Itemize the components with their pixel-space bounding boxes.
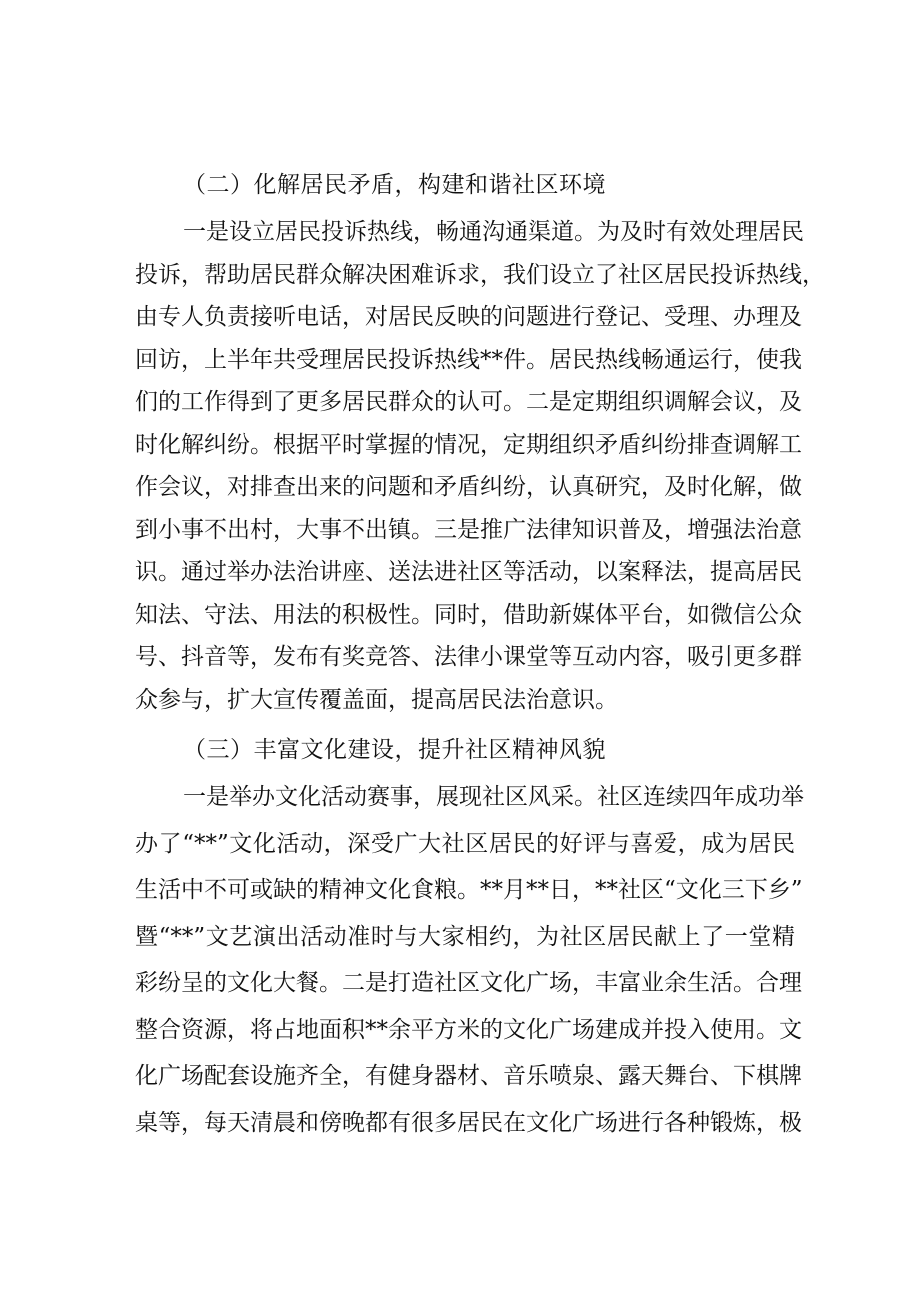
paragraph-line: 整合资源，将占地面积**余平方米的文化广场建成并投入使用。文: [135, 1016, 802, 1043]
paragraph-line: 投诉，帮助居民群众解决困难诉求，我们设立了社区居民投诉热线，: [135, 261, 825, 288]
paragraph-line: 作会议，对排查出来的问题和矛盾纠纷，认真研究，及时化解，做: [135, 474, 802, 500]
paragraph-line: 到小事不出村，大事不出镇。三是推广法律知识普及，增强法治意: [135, 516, 802, 543]
paragraph-line: 办了“**”文化活动，深受广大社区居民的好评与喜爱，成为居民: [135, 830, 795, 857]
paragraph-line: 由专人负责接听电话，对居民反映的问题进行登记、受理、办理及: [135, 304, 802, 330]
paragraph-line: 生活中不可或缺的精神文化食粮。**月**日，**社区“文化三下乡”: [135, 877, 803, 903]
paragraph-line: 一是举办文化活动赛事，展现社区风采。社区连续四年成功举: [183, 784, 804, 810]
paragraph-line: 回访，上半年共受理居民投诉热线**件。居民热线畅通运行，使我: [135, 346, 802, 373]
paragraph-line: 桌等，每天清晨和傍晚都有很多居民在文化广场进行各种锻炼，极: [135, 1109, 802, 1136]
paragraph-line: 彩纷呈的文化大餐。二是打造社区文化广场，丰富业余生活。合理: [135, 970, 802, 996]
paragraph-line: 时化解纠纷。根据平时掌握的情况，定期组织矛盾纠纷排查调解工: [135, 431, 802, 458]
paragraph-line: 众参与，扩大宣传覆盖面，提高居民法治意识。: [135, 686, 618, 713]
paragraph-line: 们的工作得到了更多居民群众的认可。二是定期组织调解会议，及: [135, 389, 802, 415]
paragraph-line: 化广场配套设施齐全，有健身器材、音乐喷泉、露天舞台、下棋牌: [135, 1063, 802, 1089]
paragraph-line: 暨“**”文艺演出活动准时与大家相约，为社区居民献上了一堂精: [135, 923, 795, 950]
section-heading-3: （三）丰富文化建设，提升社区精神风貌: [183, 737, 606, 763]
paragraph-line: 号、抖音等，发布有奖竞答、法律小课堂等互动内容，吸引更多群: [135, 644, 802, 670]
section-heading-2: （二）化解居民矛盾，构建和谐社区环境: [183, 172, 606, 198]
paragraph-line: 知法、守法、用法的积极性。同时，借助新媒体平台，如微信公众: [135, 601, 802, 628]
paragraph-line: 识。通过举办法治讲座、送法进社区等活动，以案释法，提高居民: [135, 559, 802, 585]
paragraph-line: 一是设立居民投诉热线，畅通沟通渠道。为及时有效处理居民: [183, 219, 804, 245]
